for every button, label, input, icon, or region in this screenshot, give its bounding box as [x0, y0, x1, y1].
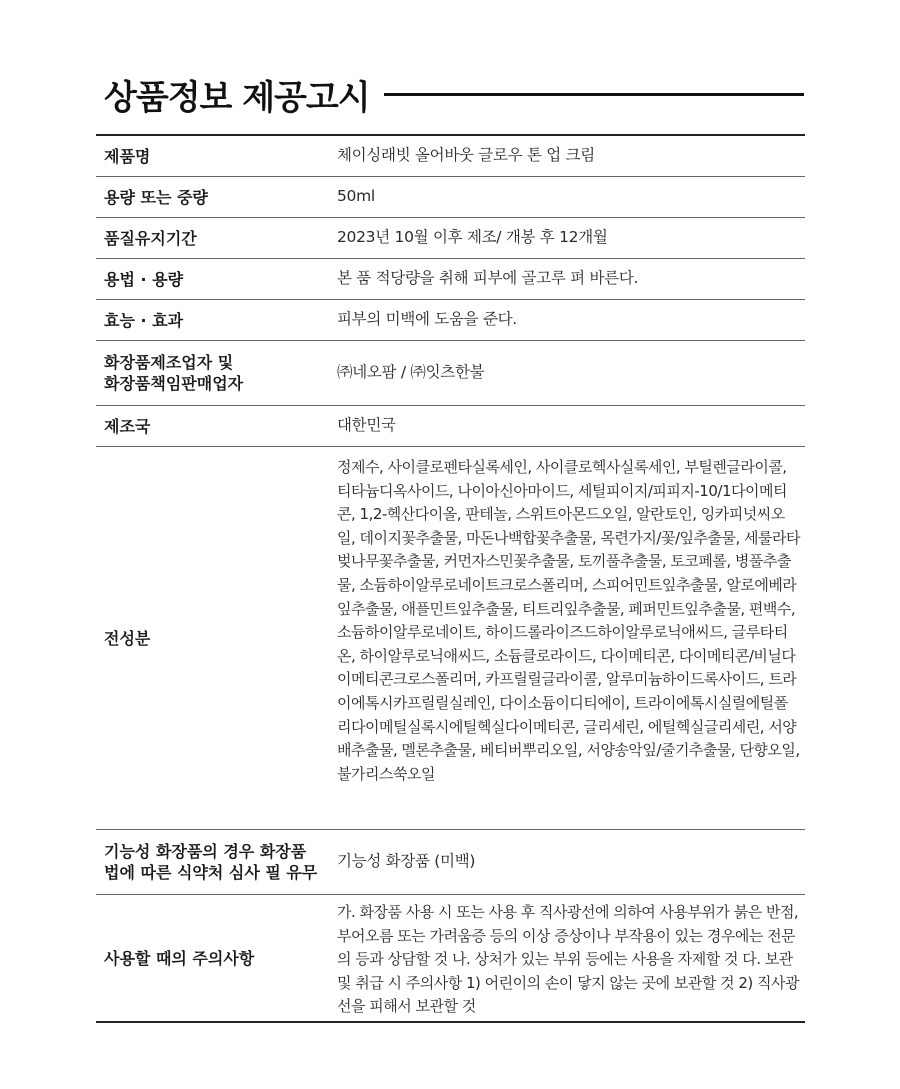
row-value: 대한민국 — [337, 416, 396, 435]
row-label: 화장품제조업자 및 화장품책임판매업자 — [104, 353, 244, 393]
table-row-functional — [96, 830, 805, 895]
product-info-table — [96, 134, 805, 1023]
row-label: 제품명 — [104, 146, 151, 166]
table-row-usage — [96, 259, 805, 300]
row-value: ㈜네오팜 / ㈜잇츠한불 — [337, 363, 485, 382]
table-row-efficacy — [96, 300, 805, 341]
row-label: 제조국 — [104, 416, 151, 436]
row-label: 기능성 화장품의 경우 화장품 법에 따른 식약처 심사 필 유무 — [104, 842, 318, 882]
row-label: 효능 · 효과 — [104, 310, 184, 330]
row-label: 품질유지기간 — [104, 228, 197, 248]
row-label: 용법 · 용량 — [104, 269, 184, 289]
table-row-shelf-life — [96, 218, 805, 259]
row-label: 용량 또는 중량 — [104, 187, 208, 207]
section-header — [104, 70, 804, 118]
row-value: 피부의 미백에 도움을 준다. — [337, 310, 517, 329]
row-label: 사용할 때의 주의사항 — [104, 948, 255, 968]
row-value: 본 품 적당량을 취해 피부에 골고루 펴 바른다. — [337, 269, 639, 288]
table-row-product-name — [96, 136, 805, 177]
row-value: 체이싱래빗 올어바웃 글로우 톤 업 크림 — [337, 146, 595, 165]
row-value: 가. 화장품 사용 시 또는 사용 후 직사광선에 의하여 사용부위가 붉은 반점, 부어오름 또는 가려움증 등의 이상 증상이나 부작용이 있는 경우에는 전문의 등과 상담할 것 나. 상처가 있는 부위 등에는 사용을 자제할 것 다. 보관 및 취급 시 주의사항 1) 어린이의 손이 닿지 않는 곳에 보관할 것 2) 직사광선을 피해서 보관할 것 — [337, 903, 800, 1015]
page-title: 상품정보 제공고시 — [104, 77, 370, 118]
table-row-manufacturer — [96, 341, 805, 406]
row-label: 전성분 — [104, 628, 151, 648]
table-row-volume — [96, 177, 805, 218]
table-row-country — [96, 406, 805, 447]
table-row-precautions — [96, 895, 805, 1023]
row-value: 2023년 10월 이후 제조/ 개봉 후 12개월 — [337, 228, 608, 247]
row-value: 기능성 화장품 (미백) — [337, 852, 476, 871]
title-divider — [384, 93, 804, 96]
table-row-ingredients — [96, 447, 805, 830]
row-value: 정제수, 사이클로펜타실록세인, 사이클로헥사실록세인, 부틸렌글라이콜, 티타늄디옥사이드, 나이아신아마이드, 세틸피이지/피피지-10/1다이메티콘, 1,2-헥산다이올, 판테놀, 스위트아몬드오일, 알란토인, 잉카피넛씨오일, 데이지꽃추출물, 마돈나백합꽃추출물, 목련가지/꽃/잎추출물, 세룰라타벚나무꽃추출물, 커먼자스민꽃추출물, 토끼풀추출물, 토코페롤, 병풀추출물, 소듐하이알루로네이트크로스폴리머, 스피어민트잎추출물, 알로에베라잎추출물, 애플민트잎추출물, 티트리잎추출물, 페퍼민트잎추출물, 편백수, 소듐하이알루로네이트, 하이드롤라이즈드하이알루로닉애씨드, 글루타티온, 하이알루로닉애씨드, 소듐클로라이드, 다이메티콘, 다이메티콘/비닐다이메티콘크로스폴리머, 카프릴릴글라이콜, 알루미늄하이드록사이드, 트라이에톡시카프릴릴실레인, 다이소듐이디티에이, 트라이에톡시실릴에틸폴리다이메틸실록시에틸헥실다이메티콘, 글리세린, 에틸헥실글리세린, 서양배추출물, 멜론추출물, 베티버뿌리오일, 서양송악잎/줄기추출물, 단향오일, 불가리스쑥오일 — [337, 458, 800, 783]
row-value: 50ml — [337, 187, 375, 206]
